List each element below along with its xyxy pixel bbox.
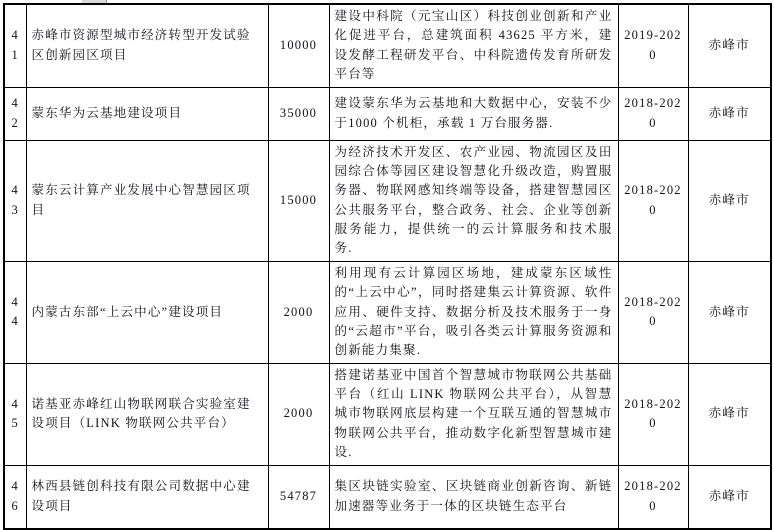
- table-row: [4, 87, 771, 140]
- city-cell: 赤峰市: [688, 261, 771, 363]
- description-cell: 利用现有云计算园区场地，建成蒙东区域性的“上云中心”，同时搭建集云计算资源、软件应用、硬件支持、数据分析及技术服务于一身的“云超市”平台，吸引各类云计算服务资源和创新能力集聚.: [329, 261, 618, 363]
- city-cell: 赤峰市: [688, 4, 771, 87]
- investment-amount-cell: 10000: [268, 4, 329, 87]
- row-number-cell: 44: [4, 261, 26, 363]
- project-name-cell: 内蒙古东部“上云中心”建设项目: [26, 261, 268, 363]
- project-name-cell: 蒙东华为云基地建设项目: [26, 87, 268, 140]
- investment-amount-cell: 2000: [268, 363, 329, 465]
- row-number-cell: 42: [4, 87, 26, 140]
- investment-amount-cell: 15000: [268, 140, 329, 261]
- description-cell: 建设蒙东华为云基地和大数据中心，安装不少于1000 个机柜，承载 1 万台服务器.: [329, 87, 618, 140]
- table-row: [4, 4, 771, 87]
- project-name-cell: 林西县链创科技有限公司数据中心建设项目: [26, 465, 268, 529]
- description-cell: 集区块链实验室、区块链商业创新咨询、新链加速器等业务于一体的区块链生态平台: [329, 465, 618, 529]
- construction-period-cell: 2018-2020: [618, 87, 688, 140]
- construction-period-cell: 2018-2020: [618, 465, 688, 529]
- investment-amount-cell: 35000: [268, 87, 329, 140]
- row-number-cell: 41: [4, 4, 26, 87]
- investment-amount-cell: 54787: [268, 465, 329, 529]
- table-row: [4, 140, 771, 261]
- description-cell: 为经济技术开发区、农产业园、物流园区及田园综合体等园区建设智慧化升级改造，购置服务器、物联网感知终端等设备，搭建智慧园区公共服务平台，整合政务、社会、企业等创新服务能力，提供统一的云计算服务和技术服务.: [329, 140, 618, 261]
- row-number-cell: 46: [4, 465, 26, 529]
- construction-period-cell: 2018-2020: [618, 363, 688, 465]
- construction-period-cell: 2018-2020: [618, 261, 688, 363]
- city-cell: 赤峰市: [688, 87, 771, 140]
- projects-table: [3, 3, 772, 530]
- table-row: [4, 465, 771, 529]
- table-body: [4, 4, 771, 529]
- city-cell: 赤峰市: [688, 140, 771, 261]
- description-cell: 建设中科院（元宝山区）科技创业创新和产业化促进平台，总建筑面积 43625 平方米，建设发酵工程研发平台、中科院遗传发育所研发平台等: [329, 4, 618, 87]
- row-number-cell: 43: [4, 140, 26, 261]
- project-name-cell: 蒙东云计算产业发展中心智慧园区项目: [26, 140, 268, 261]
- description-cell: 搭建诺基亚中国首个智慧城市物联网公共基础平台（红山 LINK 物联网公共平台），从智慧城市物联网底层构建一个互联互通的智慧城市物联网公共平台，推动数字化新型智慧城市建设.: [329, 363, 618, 465]
- city-cell: 赤峰市: [688, 465, 771, 529]
- construction-period-cell: 2018-2020: [618, 140, 688, 261]
- table-row: [4, 261, 771, 363]
- project-name-cell: 赤峰市资源型城市经济转型开发试验区创新园区项目: [26, 4, 268, 87]
- investment-amount-cell: 2000: [268, 261, 329, 363]
- city-cell: 赤峰市: [688, 363, 771, 465]
- project-name-cell: 诺基亚赤峰红山物联网联合实验室建设项目（LINK 物联网公共平台）: [26, 363, 268, 465]
- construction-period-cell: 2019-2020: [618, 4, 688, 87]
- table-row: [4, 363, 771, 465]
- row-number-cell: 45: [4, 363, 26, 465]
